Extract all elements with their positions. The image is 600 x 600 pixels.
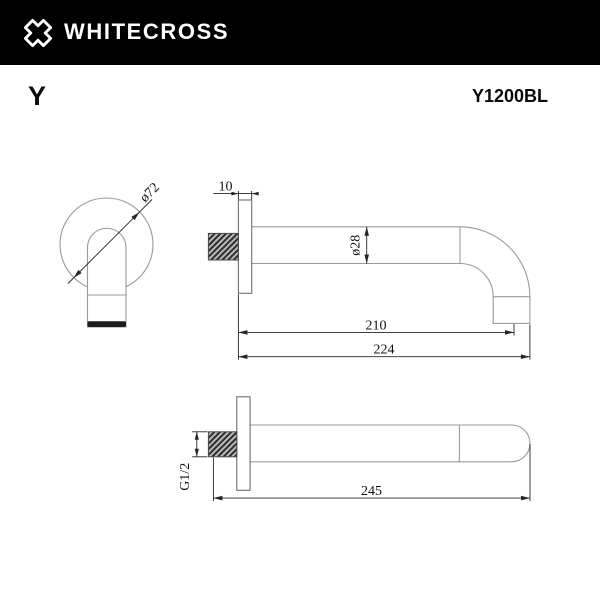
dim-arrow: [195, 432, 199, 440]
brand-name: WHITECROSS: [64, 18, 230, 44]
total-length-label: 245: [361, 484, 382, 500]
rounded-spout-end: [512, 425, 530, 462]
wall-plate-bottom: [237, 397, 250, 491]
spout-front-silhouette: [88, 228, 127, 327]
wall-to-outlet-label: 210: [365, 318, 387, 334]
dim-arrow: [364, 227, 369, 236]
dim-arrow: [213, 496, 222, 501]
thread-size-label: G1/2: [178, 462, 193, 491]
model-code: Y1200BL: [471, 86, 548, 106]
pipe-diameter-label: ø28: [348, 234, 364, 256]
brand-header: [0, 0, 600, 65]
whitecross-x-icon: [21, 16, 55, 50]
dim-arrow: [252, 192, 259, 196]
dim-arrow: [521, 354, 530, 359]
thread-connector-side: [208, 233, 238, 260]
side-view: [208, 180, 530, 360]
plate-thickness-label: 10: [218, 179, 233, 195]
dim-arrow: [521, 496, 530, 501]
dim-arrow: [238, 330, 247, 335]
dim-arrow: [364, 255, 369, 264]
escutcheon-diameter-label: ø72: [137, 180, 163, 206]
total-projection-label: 224: [373, 342, 395, 358]
front-view: [60, 180, 163, 327]
outlet-tip: [493, 297, 530, 324]
bottom-view: [178, 397, 530, 501]
thread-connector-bottom: [208, 432, 236, 457]
dim-arrow: [505, 330, 514, 335]
bend-outer-arc: [460, 227, 530, 297]
series-label: Y: [28, 81, 47, 111]
bend-inner-arc: [460, 264, 493, 297]
wall-plate-side: [238, 200, 251, 293]
dim-arrow: [238, 354, 247, 359]
dim-arrow: [195, 449, 199, 457]
aerator-band: [88, 321, 127, 327]
